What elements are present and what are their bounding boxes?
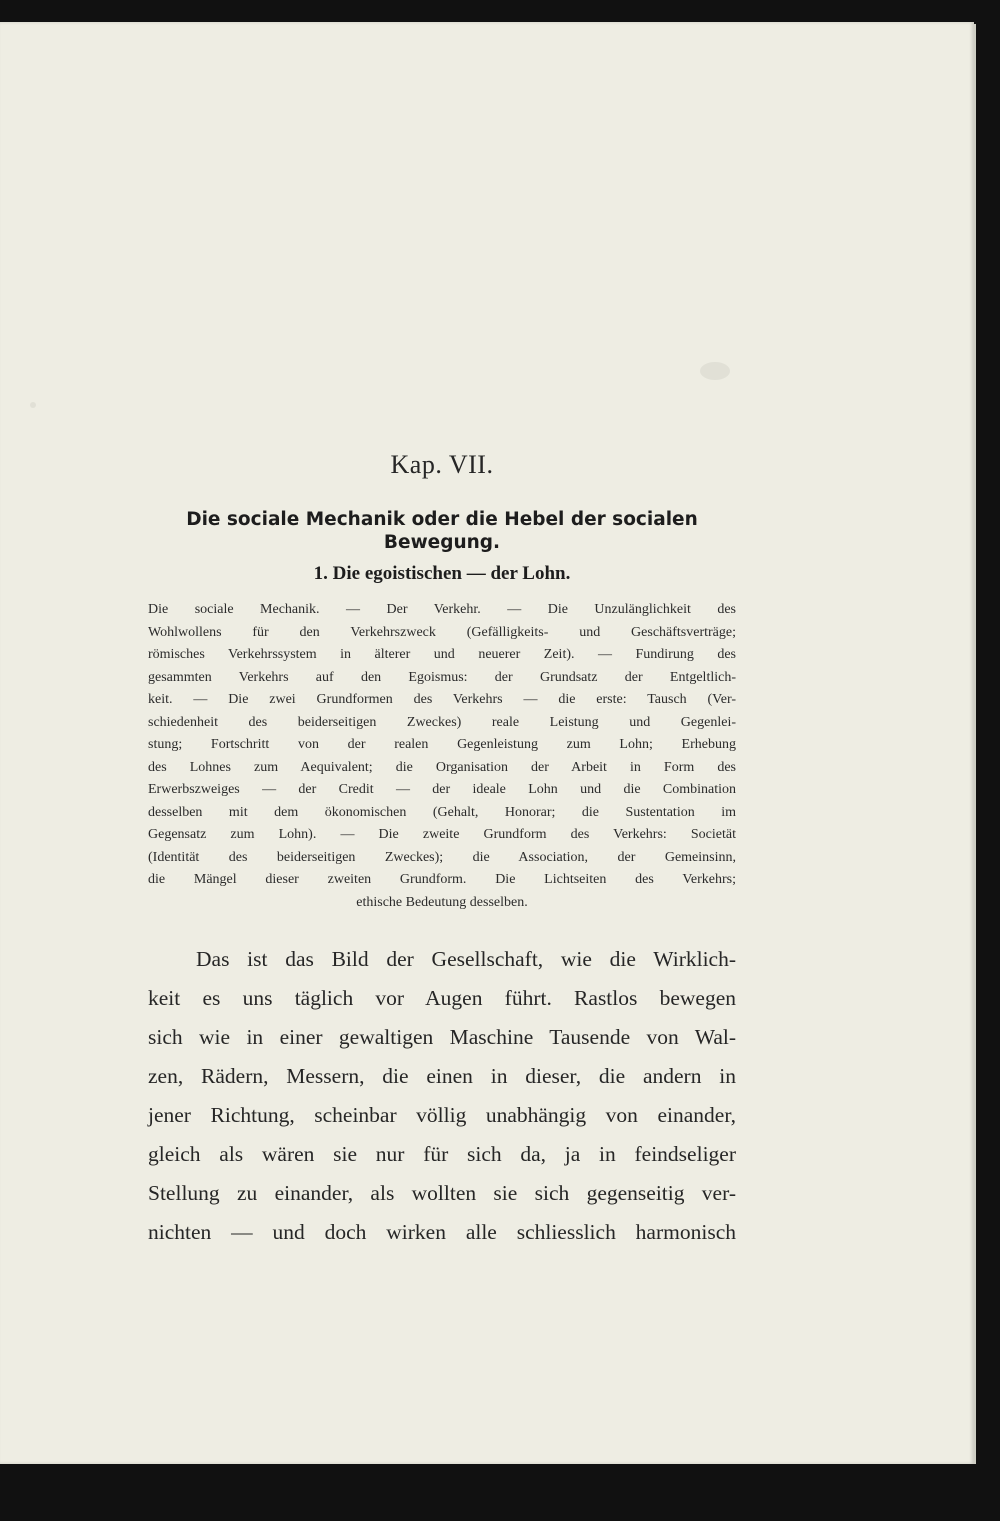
summary-line: die Mängel dieser zweiten Grundform. Die Lichtseiten des Verkehrs; [148,872,736,887]
body-line: zen, Rädern, Messern, die einen in dieser, die andern in [148,1064,736,1088]
body-line: Das ist das Bild der Gesellschaft, wie die Wirklich- [196,947,736,971]
summary-line: Erwerbszweiges — der Credit — der ideale Lohn und die Combination [148,782,736,797]
summary-line: Wohlwollens für den Verkehrszweck (Gefälligkeits- und Geschäftsverträge; [148,624,736,640]
chapter-heading-line: Die sociale Mechanik oder die Hebel der socialen [186,509,698,530]
summary-line: desselben mit dem ökonomischen (Gehalt, Honorar; die Sustentation im [148,804,736,820]
summary-line: römisches Verkehrssystem in älterer und neuerer Zeit). — Fundirung des [148,647,736,662]
summary-line: ethische Bedeutung desselben. [356,894,528,910]
summary-line: gesammten Verkehrs auf den Egoismus: der Grundsatz der Entgeltlich- [148,669,736,685]
body-line: sich wie in einer gewaltigen Maschine Tausende von Wal- [148,1025,736,1049]
page-edge [974,24,976,1464]
summary-line: keit. — Die zwei Grundformen des Verkehrs — die erste: Tausch (Ver- [148,692,736,707]
summary-line: des Lohnes zum Aequivalent; die Organisation der Arbeit in Form des [148,759,736,775]
section-title: 1. Die egoistischen — der Lohn. [313,563,571,584]
paper-stain [30,402,36,408]
body-line: Stellung zu einander, als wollten sie sich gegenseitig ver- [148,1181,736,1205]
body-line: jener Richtung, scheinbar völlig unabhängig von einander, [148,1103,736,1127]
body-line: nichten — und doch wirken alle schliesslich harmonisch [148,1220,736,1244]
summary-line: (Identität des beiderseitigen Zweckes); die Association, der Gemeinsinn, [148,849,736,865]
summary-line: Gegensatz zum Lohn). — Die zweite Grundform des Verkehrs: Societät [148,827,736,842]
summary-line: Die sociale Mechanik. — Der Verkehr. — Die Unzulänglichkeit des [148,602,736,617]
summary-line: stung; Fortschritt von der realen Gegenleistung zum Lohn; Erhebung [148,737,736,752]
paper-stain [700,362,730,380]
book-page [0,22,974,1464]
chapter-number: Kap. VII. [390,450,494,479]
chapter-heading-line: Bewegung. [383,532,501,553]
chapter-heading [148,508,736,554]
summary-line: schiedenheit des beiderseitigen Zweckes) reale Leistung und Gegenlei- [148,714,736,730]
body-line: gleich als wären sie nur für sich da, ja in feindseliger [148,1142,736,1166]
chapter-summary [148,599,736,914]
body-line: keit es uns täglich vor Augen führt. Rastlos bewegen [148,986,736,1010]
body-paragraph [148,940,736,1252]
